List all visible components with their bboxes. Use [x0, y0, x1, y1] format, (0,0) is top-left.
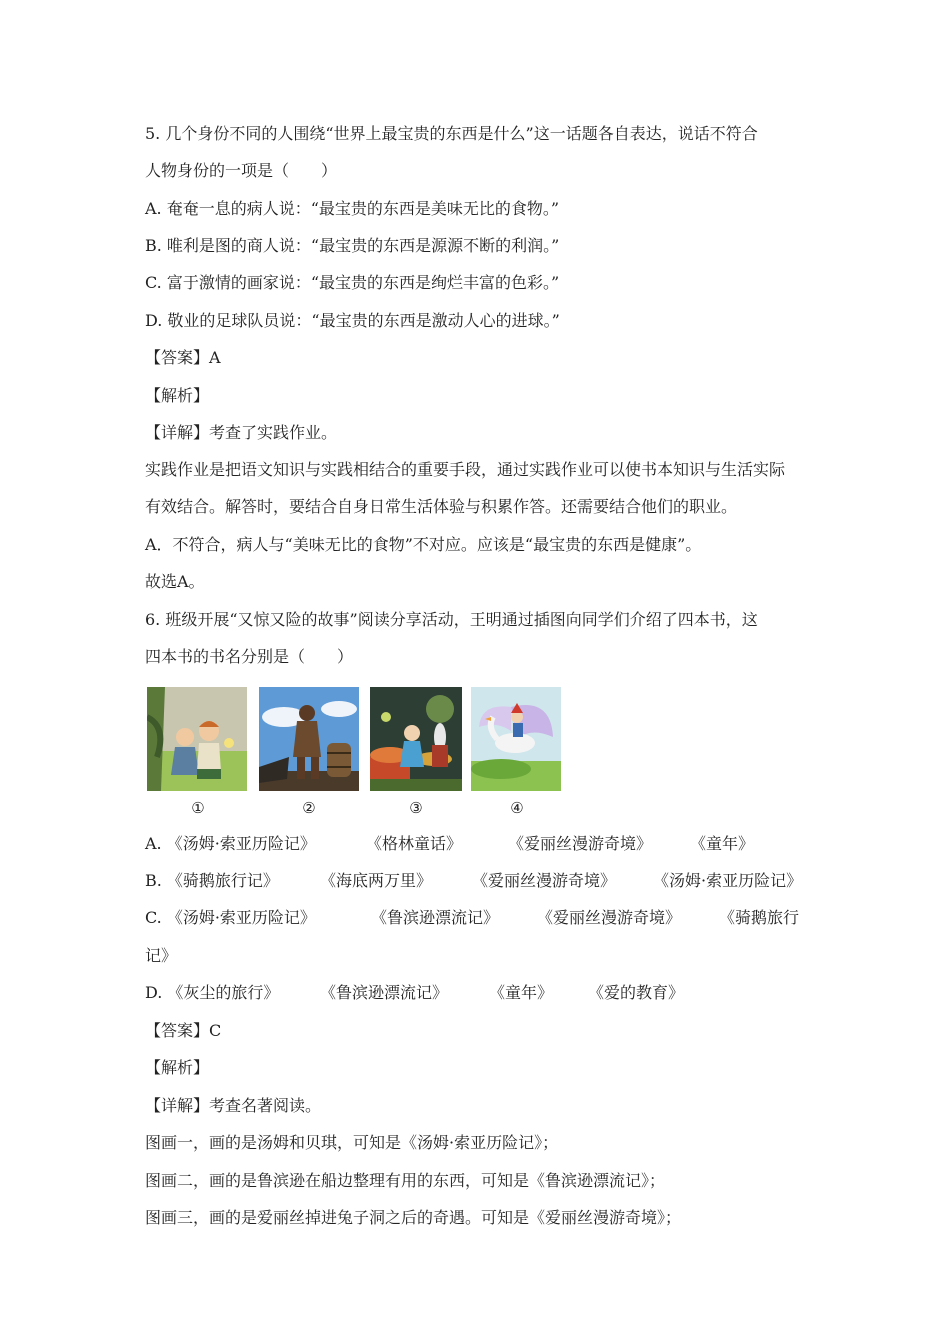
q5-body-line1: 实践作业是把语文知识与实践相结合的重要手段，通过实践作业可以使书本知识与生活实际: [145, 460, 786, 479]
q6-explain-3: 图画三，画的是爱丽丝掉进兔子洞之后的奇遇。可知是《爱丽丝漫游奇境》；: [145, 1208, 682, 1227]
illustration-nils-goose: [471, 687, 561, 791]
q5-stem-line1: 5. 几个身份不同的人围绕“世界上最宝贵的东西是什么”这一话题各自表达，说话不符合: [145, 124, 758, 143]
q5-option-b: B. 唯利是图的商人说：“最宝贵的东西是源源不断的利润。”: [145, 236, 560, 255]
q6-answer: 【答案】C: [145, 1021, 222, 1040]
q6-option-d-3: 《童年》: [489, 983, 554, 1002]
q5-option-d: D. 敬业的足球队员说：“最宝贵的东西是激动人心的进球。”: [145, 311, 560, 330]
q5-option-c: C. 富于激情的画家说：“最宝贵的东西是绚烂丰富的色彩。”: [145, 273, 560, 292]
q5-body-line3: A．不符合，病人与“美味无比的食物”不对应。应该是“最宝贵的东西是健康”。: [145, 535, 702, 554]
picture-label-1: ①: [191, 799, 205, 817]
q6-explain-1: 图画一，画的是汤姆和贝琪，可知是《汤姆·索亚历险记》；: [145, 1133, 559, 1152]
q5-body-line2: 有效结合。解答时，要结合自身日常生活体验与积累作答。还需要结合他们的职业。: [145, 497, 738, 516]
picture-label-4: ④: [510, 799, 524, 817]
q5-option-a: A. 奄奄一息的病人说：“最宝贵的东西是美味无比的食物。”: [145, 199, 560, 218]
q6-option-a-2: 《格林童话》: [366, 834, 463, 853]
q6-option-c-1: C. 《汤姆·索亚历险记》: [145, 908, 316, 927]
q6-option-a-4: 《童年》: [690, 834, 755, 853]
q6-detail: 【详解】考查名著阅读。: [145, 1096, 322, 1115]
q5-detail: 【详解】考查了实践作业。: [145, 423, 338, 442]
q5-answer: 【答案】A: [145, 348, 221, 367]
q6-option-b-2: 《海底两万里》: [320, 871, 433, 890]
q6-stem-line2: 四本书的书名分别是（ ）: [145, 647, 354, 666]
q6-option-d-1: D. 《灰尘的旅行》: [145, 983, 280, 1002]
q5-analysis-heading: 【解析】: [145, 386, 210, 405]
q6-option-c-3: 《爱丽丝漫游奇境》: [537, 908, 682, 927]
q6-option-a-1: A. 《汤姆·索亚历险记》: [145, 834, 316, 853]
q6-option-d-2: 《鲁滨逊漂流记》: [320, 983, 449, 1002]
q6-option-b-3: 《爱丽丝漫游奇境》: [472, 871, 617, 890]
q6-option-d-4: 《爱的教育》: [588, 983, 685, 1002]
picture-label-3: ③: [409, 799, 423, 817]
q6-stem-line1: 6. 班级开展“又惊又险的故事”阅读分享活动，王明通过插图向同学们介绍了四本书，这: [145, 610, 758, 629]
q6-option-c-2: 《鲁滨逊漂流记》: [371, 908, 500, 927]
q6-option-b-4: 《汤姆·索亚历险记》: [653, 871, 803, 890]
q6-explain-2: 图画二，画的是鲁滨逊在船边整理有用的东西，可知是《鲁滨逊漂流记》；: [145, 1171, 666, 1190]
q6-analysis-heading: 【解析】: [145, 1058, 210, 1077]
q6-option-c-4: 《骑鹅旅行: [719, 908, 800, 927]
illustration-tom-sawyer: [147, 687, 247, 791]
q6-option-c-wrap: 记》: [145, 946, 178, 965]
q5-stem-line2: 人物身份的一项是（ ）: [145, 161, 338, 180]
q6-option-a-3: 《爱丽丝漫游奇境》: [508, 834, 653, 853]
illustration-alice: [370, 687, 462, 791]
picture-label-2: ②: [302, 799, 316, 817]
q6-option-b-1: B. 《骑鹅旅行记》: [145, 871, 279, 890]
q5-conclusion: 故选A。: [145, 572, 205, 591]
illustration-robinson-crusoe: [259, 687, 359, 791]
